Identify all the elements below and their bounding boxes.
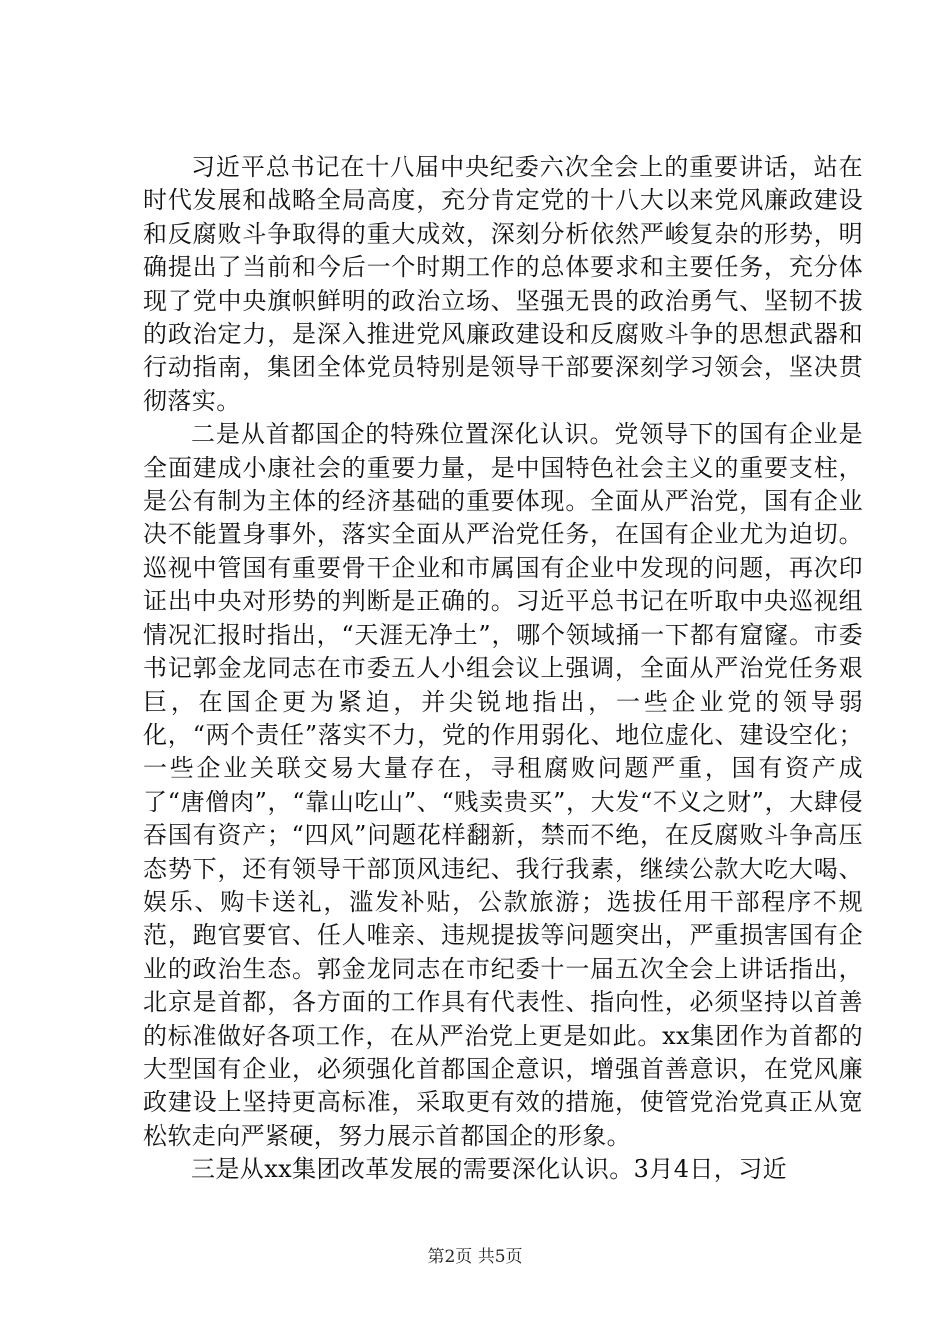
paragraph-2: 二是从首都国企的特殊位置深化认识。党领导下的国有企业是全面建成小康社会的重要力量，是中国特色社会主义的重要支柱，是公有制为主体的经济基础的重要体现。全面从严治党，国有企业决不能置身事外，落实全面从严治党任务，在国有企业尤为迫切。巡视中管国有重要骨干企业和市属国有企业中发现的问题，再次印证出中央对形势的判断是正确的。习近平总书记在听取中央巡视组情况汇报时指出，“天涯无净土”，哪个领域捅一下都有窟窿。市委书记郭金龙同志在市委五人小组会议上强调，全面从严治党任务艰巨，在国企更为紧迫，并尖锐地指出，一些企业党的领导弱化，“两个责任”落实不力，党的作用弱化、地位虚化、建设空化；一些企业关联交易大量存在，寻租腐败问题严重，国有资产成了“唐僧肉”，“靠山吃山”、“贱卖贵买”，大发“不义之财”，大肆侵吞国有资产；“四风”问题花样翻新，禁而不绝，在反腐败斗争高压态势下，还有领导干部顶风违纪、我行我素，继续公款大吃大喝、娱乐、购卡送礼，滥发补贴，公款旅游；选拔任用干部程序不规范，跑官要官、任人唯亲、违规提拔等问题突出，严重损害国有企业的政治生态。郭金龙同志在市纪委十一届五次全会上讲话指出，北京是首都，各方面的工作具有代表性、指向性，必须坚持以首善的标准做好各项工作，在从严治党上更是如此。xx集团作为首都的大型国有企业，必须强化首都国企意识，增强首善意识，在党风廉政建设上坚持更高标准，采取更有效的措施，使管党治党真正从宽松软走向严紧硬，努力展示首都国企的形象。 — [143, 420, 863, 1150]
document-body — [143, 151, 863, 1187]
page-number-footer: 第2页 共5页 — [427, 1247, 523, 1267]
paragraph-1: 习近平总书记在十八届中央纪委六次全会上的重要讲话，站在时代发展和战略全局高度，充分肯定党的十八大以来党风廉政建设和反腐败斗争取得的重大成效，深刻分析依然严峻复杂的形势，明确提出了当前和今后一个时期工作的总体要求和主要任务，充分体现了党中央旗帜鲜明的政治立场、坚强无畏的政治勇气、坚韧不拔的政治定力，是深入推进党风廉政建设和反腐败斗争的思想武器和行动指南，集团全体党员特别是领导干部要深刻学习领会，坚决贯彻落实。 — [143, 153, 863, 415]
paragraph-3: 三是从xx集团改革发展的需要深化认识。3月4日，习近 — [191, 1155, 788, 1184]
